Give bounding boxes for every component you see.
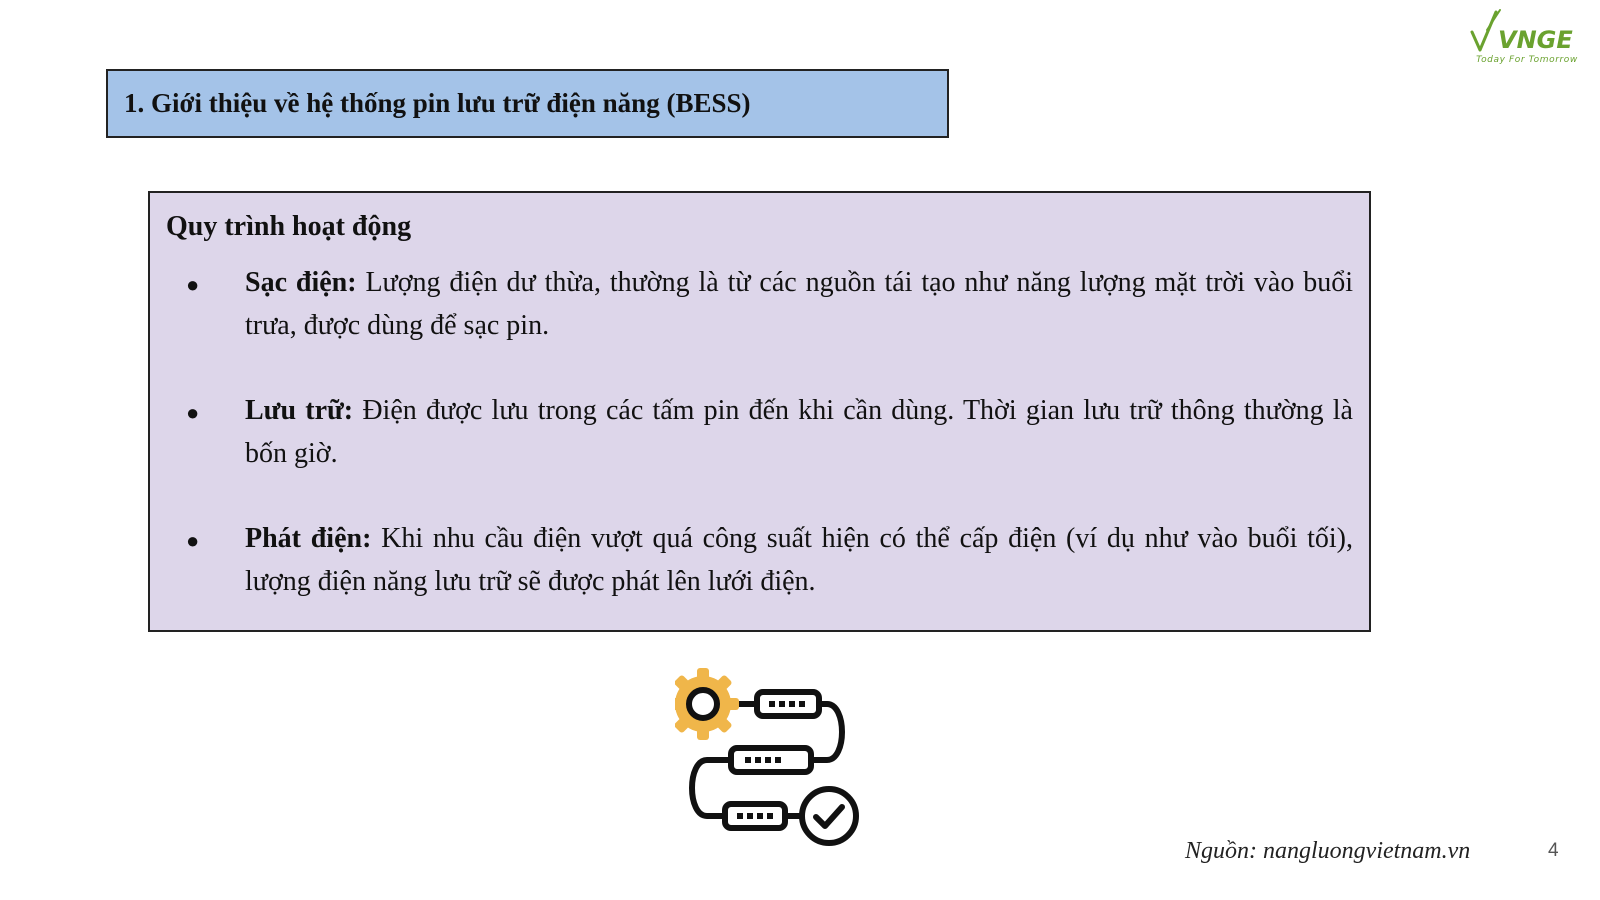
process-heading: Quy trình hoạt động: [166, 211, 412, 242]
vnge-logo: [1462, 8, 1592, 68]
page-number: 4: [1548, 840, 1559, 861]
source-citation: Nguồn: nangluongvietnam.vn: [1185, 838, 1471, 864]
bullet-term-storage: Lưu trữ:: [245, 395, 354, 426]
process-step-block-2: [731, 748, 811, 772]
process-bullet-list: [166, 261, 1353, 603]
logo-brand-text: VNGE: [1498, 26, 1573, 54]
workflow-process-icon: [675, 664, 867, 856]
bullet-term-discharge: Phát điện:: [245, 523, 372, 554]
section-title-box: [106, 69, 949, 138]
bullet-dot-icon: ●: [186, 400, 200, 425]
bullet-dot-icon: ●: [186, 272, 200, 297]
section-title: 1. Giới thiệu về hệ thống pin lưu trữ điện năng (BESS): [124, 88, 751, 118]
bullet-text-discharge: Khi nhu cầu điện vượt quá công suất hiện có thể cấp điện (ví dụ như vào buổi tối), lượng điện năng lưu trữ sẽ được phát lên lưới điện.: [245, 523, 1353, 597]
bullet-text-charging: Lượng điện dư thừa, thường là từ các nguồn tái tạo như năng lượng mặt trời vào buổi trưa, được dùng để sạc pin.: [245, 267, 1353, 341]
bullet-item-discharge: [166, 517, 1353, 603]
logo-tagline: Today For Tomorrow: [1476, 55, 1578, 65]
process-step-block-3: [725, 804, 785, 828]
vnge-logo-mark: [1466, 8, 1588, 56]
gear-icon: [675, 668, 739, 740]
bullet-text-storage: Điện được lưu trong các tấm pin đến khi cần dùng. Thời gian lưu trữ thông thường là bốn giờ.: [245, 395, 1353, 469]
bullet-item-charging: [166, 261, 1353, 347]
process-content-box: [148, 191, 1371, 632]
bullet-dot-icon: ●: [186, 528, 200, 553]
bullet-item-storage: [166, 389, 1353, 475]
process-step-block-1: [757, 692, 819, 716]
bullet-term-charging: Sạc điện:: [245, 267, 357, 298]
check-circle-icon: [802, 789, 856, 843]
